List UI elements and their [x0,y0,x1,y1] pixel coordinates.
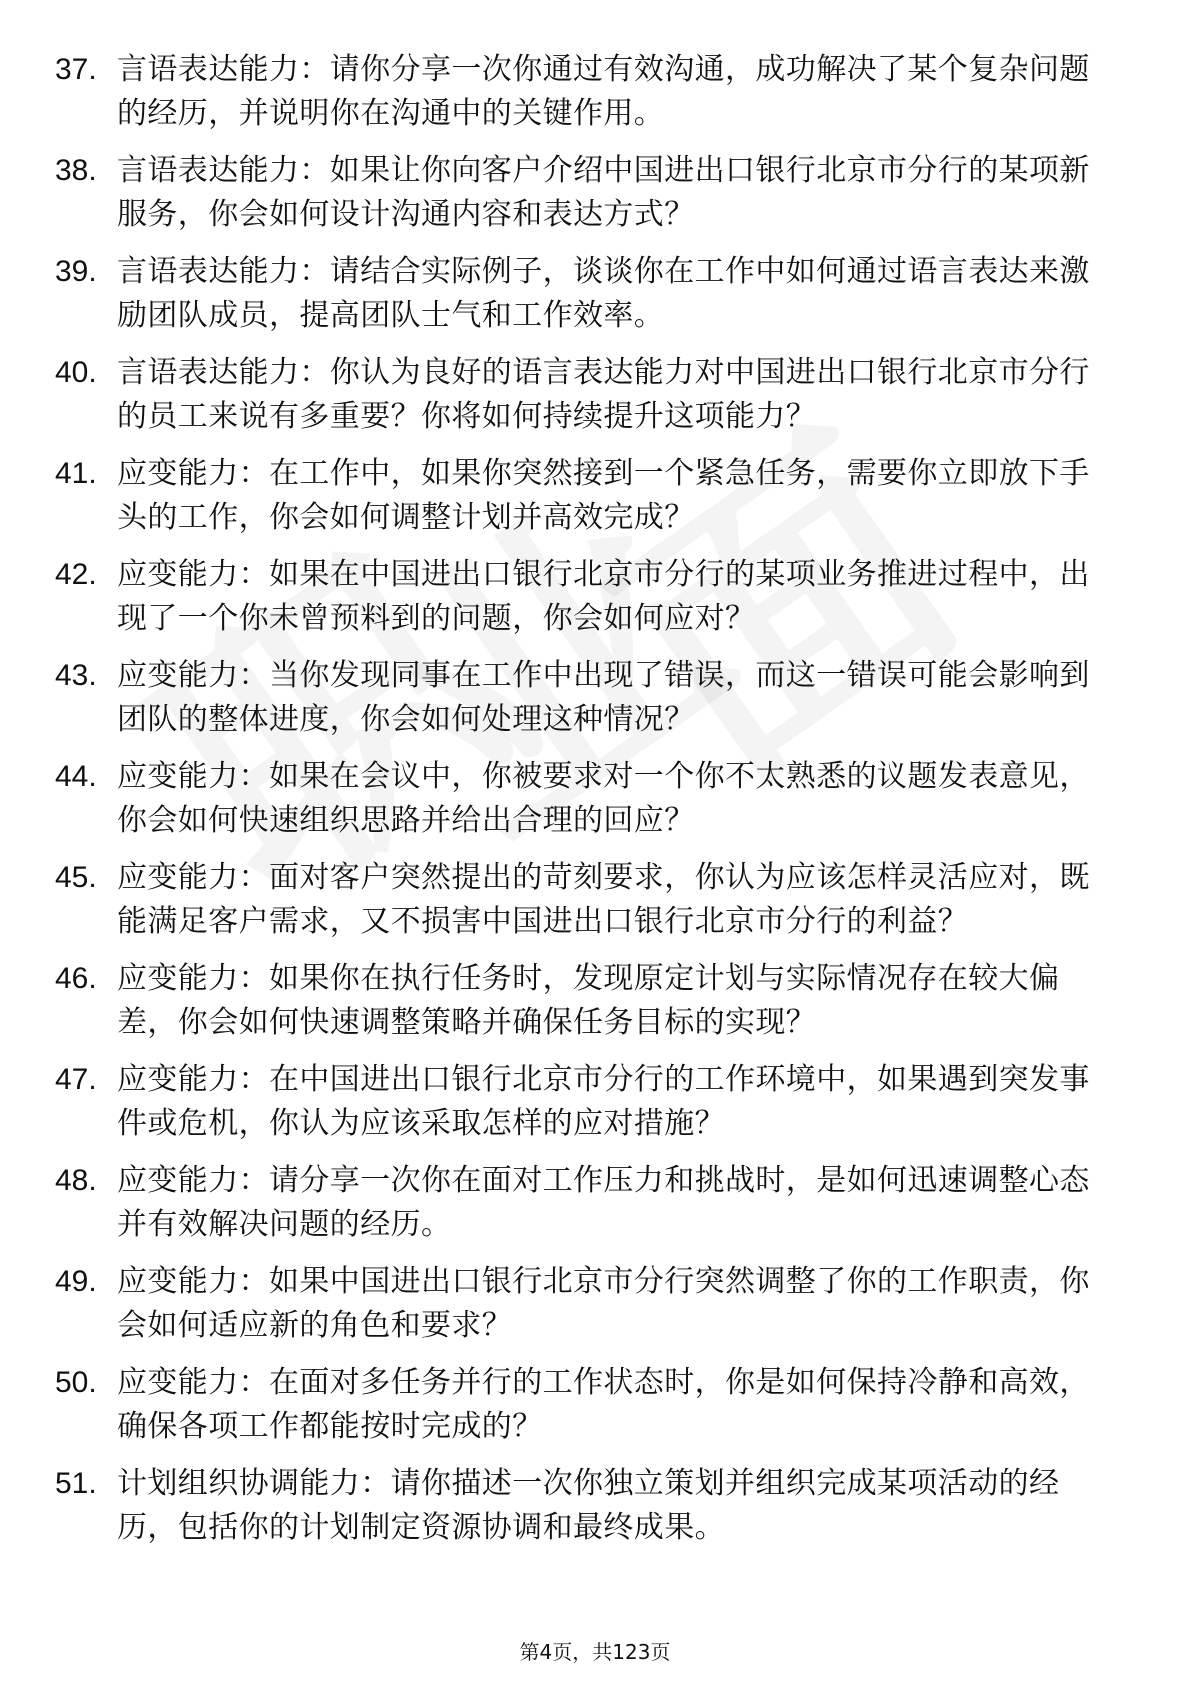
question-number: 49. [55,1265,97,1298]
page-number: 第4页，共123页 [519,1640,671,1664]
question-number: 37. [55,53,97,86]
question-number: 45. [55,861,97,894]
question-item [55,250,1135,338]
question-text: 应变能力：在面对多任务并行的工作状态时，你是如何保持冷静和高效，确保各项工作都能按时完成的？ [117,1365,1090,1444]
question-text: 应变能力：当你发现同事在工作中出现了错误，而这一错误可能会影响到团队的整体进度，你会如何处理这种情况？ [117,658,1090,737]
question-number: 51. [55,1467,97,1500]
question-number: 46. [55,962,97,995]
question-item [55,1159,1135,1247]
question-item [55,48,1135,136]
question-text: 言语表达能力：请你分享一次你通过有效沟通，成功解决了某个复杂问题的经历，并说明你在沟通中的关键作用。 [117,52,1090,131]
question-number: 43. [55,659,97,692]
question-number: 42. [55,558,97,591]
question-text: 言语表达能力：你认为良好的语言表达能力对中国进出口银行北京市分行的员工来说有多重要？你将如何持续提升这项能力？ [117,355,1090,434]
question-number: 48. [55,1164,97,1197]
question-text: 言语表达能力：请结合实际例子，谈谈你在工作中如何通过语言表达来激励团队成员，提高团队士气和工作效率。 [117,254,1090,333]
question-item [55,1361,1135,1449]
question-number: 40. [55,356,97,389]
question-text: 言语表达能力：如果让你向客户介绍中国进出口银行北京市分行的某项新服务，你会如何设计沟通内容和表达方式？ [117,153,1090,232]
question-item [55,1058,1135,1146]
question-text: 应变能力：面对客户突然提出的苛刻要求，你认为应该怎样灵活应对，既能满足客户需求，又不损害中国进出口银行北京市分行的利益？ [117,860,1090,939]
question-text: 应变能力：如果在中国进出口银行北京市分行的某项业务推进过程中，出现了一个你未曾预料到的问题，你会如何应对？ [117,557,1090,636]
question-number: 38. [55,154,97,187]
question-item [55,1462,1135,1550]
question-text: 应变能力：在中国进出口银行北京市分行的工作环境中，如果遇到突发事件或危机，你认为应该采取怎样的应对措施？ [117,1062,1090,1141]
question-item [55,957,1135,1045]
question-number: 39. [55,255,97,288]
question-text: 应变能力：请分享一次你在面对工作压力和挑战时，是如何迅速调整心态并有效解决问题的经历。 [117,1163,1090,1242]
question-item [55,553,1135,641]
question-item [55,1260,1135,1348]
question-text: 应变能力：如果你在执行任务时，发现原定计划与实际情况存在较大偏差，你会如何快速调整策略并确保任务目标的实现？ [117,961,1060,1040]
question-text: 应变能力：如果在会议中，你被要求对一个你不太熟悉的议题发表意见，你会如何快速组织思路并给出合理的回应？ [117,759,1090,838]
question-item [55,856,1135,944]
question-text: 应变能力：如果中国进出口银行北京市分行突然调整了你的工作职责，你会如何适应新的角色和要求？ [117,1264,1090,1343]
question-item [55,755,1135,843]
question-item [55,452,1135,540]
question-number: 50. [55,1366,97,1399]
question-item [55,149,1135,237]
question-number: 44. [55,760,97,793]
question-number: 41. [55,457,97,490]
question-text: 应变能力：在工作中，如果你突然接到一个紧急任务，需要你立即放下手头的工作，你会如何调整计划并高效完成？ [117,456,1090,535]
question-text: 计划组织协调能力：请你描述一次你独立策划并组织完成某项活动的经历，包括你的计划制定资源协调和最终成果。 [117,1466,1060,1545]
question-item [55,654,1135,742]
question-item [55,351,1135,439]
question-number: 47. [55,1063,97,1096]
question-list [55,48,1135,1563]
